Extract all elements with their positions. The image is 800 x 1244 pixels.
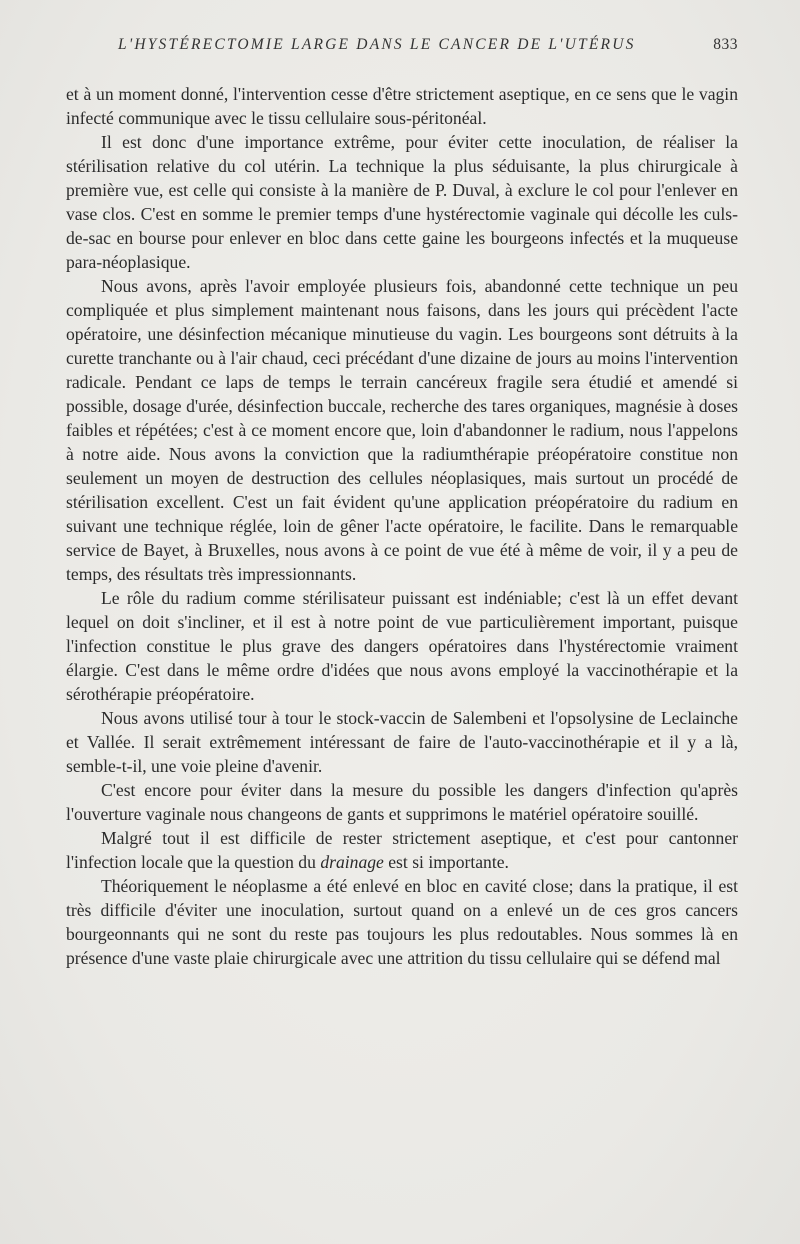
paragraph-1: et à un moment donné, l'intervention cesse d'être strictement aseptique, en ce sens que le vagin infecté communique avec le tissu cellulaire sous-péritonéal. — [66, 84, 738, 128]
running-header — [66, 36, 738, 58]
paragraph-4: Le rôle du radium comme stérilisateur puissant est indéniable; c'est là un effet devant lequel on doit s'incliner, et il est à notre point de vue particulièrement important, puisque l'infection constitue le plus grave des dangers opératoires dans l'hystérectomie vraiment élargie. C'est dans le même ordre d'idées que nous avons employé la vaccinothérapie et la sérothérapie préopératoire. — [66, 588, 738, 704]
emphasis-drainage: drainage — [320, 852, 384, 872]
paragraph-6: C'est encore pour éviter dans la mesure du possible les dangers d'infection qu'après l'ouverture vaginale nous changeons de gants et supprimons le matériel opératoire souillé. — [66, 780, 738, 824]
body-text — [66, 82, 738, 970]
paragraph-8: Théoriquement le néoplasme a été enlevé en bloc en cavité close; dans la pratique, il est très difficile d'éviter une inoculation, surtout quand on a enlevé un de ces gros cancers bourgeonnants qui ne sont du reste pas toujours les plus redoutables. Nous sommes là en présence d'une vaste plaie chirurgicale avec une attrition du tissu cellulaire qui se défend mal — [66, 876, 738, 968]
paragraph-5: Nous avons utilisé tour à tour le stock-vaccin de Salembeni et l'opsolysine de Leclainche et Vallée. Il serait extrêmement intéressant de faire de l'auto-vaccinothérapie et il y a là, semble-t-il, une voie pleine d'avenir. — [66, 708, 738, 776]
paragraph-2: Il est donc d'une importance extrême, pour éviter cette inoculation, de réaliser la stérilisation relative du col utérin. La technique la plus séduisante, la plus chirurgicale à première vue, est celle qui consiste à la manière de P. Duval, à exclure le col pour l'enlever en vase clos. C'est en somme le premier temps d'une hystérectomie vaginale qui décolle les culs-de-sac en bourse pour enlever en bloc dans cette gaine les bourgeons infectés et la muqueuse para-néoplasique. — [66, 132, 738, 272]
paragraph-7-end: est si importante. — [388, 852, 509, 872]
page-number: 833 — [713, 36, 738, 53]
paragraph-7 — [66, 826, 738, 874]
chapter-title: L'HYSTÉRECTOMIE LARGE DANS LE CANCER DE L'UTÉRUS — [118, 36, 636, 53]
paragraph-3: Nous avons, après l'avoir employée plusieurs fois, abandonné cette technique un peu compliquée et plus simplement maintenant nous faisons, dans les jours qui précèdent l'acte opératoire, une désinfection mécanique minutieuse du vagin. Les bourgeons sont détruits à la curette tranchante ou à l'air chaud, ceci précédant d'une dizaine de jours au moins l'intervention radicale. Pendant ce laps de temps le terrain cancéreux fragile sera étudié et amendé si possible, dosage d'urée, désinfection buccale, recherche des tares organiques, magnésie à doses faibles et répétées; c'est à ce moment encore que, loin d'abandonner le radium, nous l'appelons à notre aide. Nous avons la conviction que la radiumthérapie préopératoire constitue non seulement un moyen de destruction des cellules néoplasiques, mais surtout un procédé de stérilisation excellent. C'est un fait évident qu'une application préopératoire du radium en suivant une technique réglée, loin de gêner l'acte opératoire, le facilite. Dans le remarquable service de Bayet, à Bruxelles, nous avons à ce point de vue été à même de voir, il y a peu de temps, des résultats très impressionnants. — [66, 276, 738, 584]
paragraph-7-start: Malgré tout il est difficile de rester strictement aseptique, et c'est pour cantonner l'infection locale que la question du — [66, 828, 738, 872]
